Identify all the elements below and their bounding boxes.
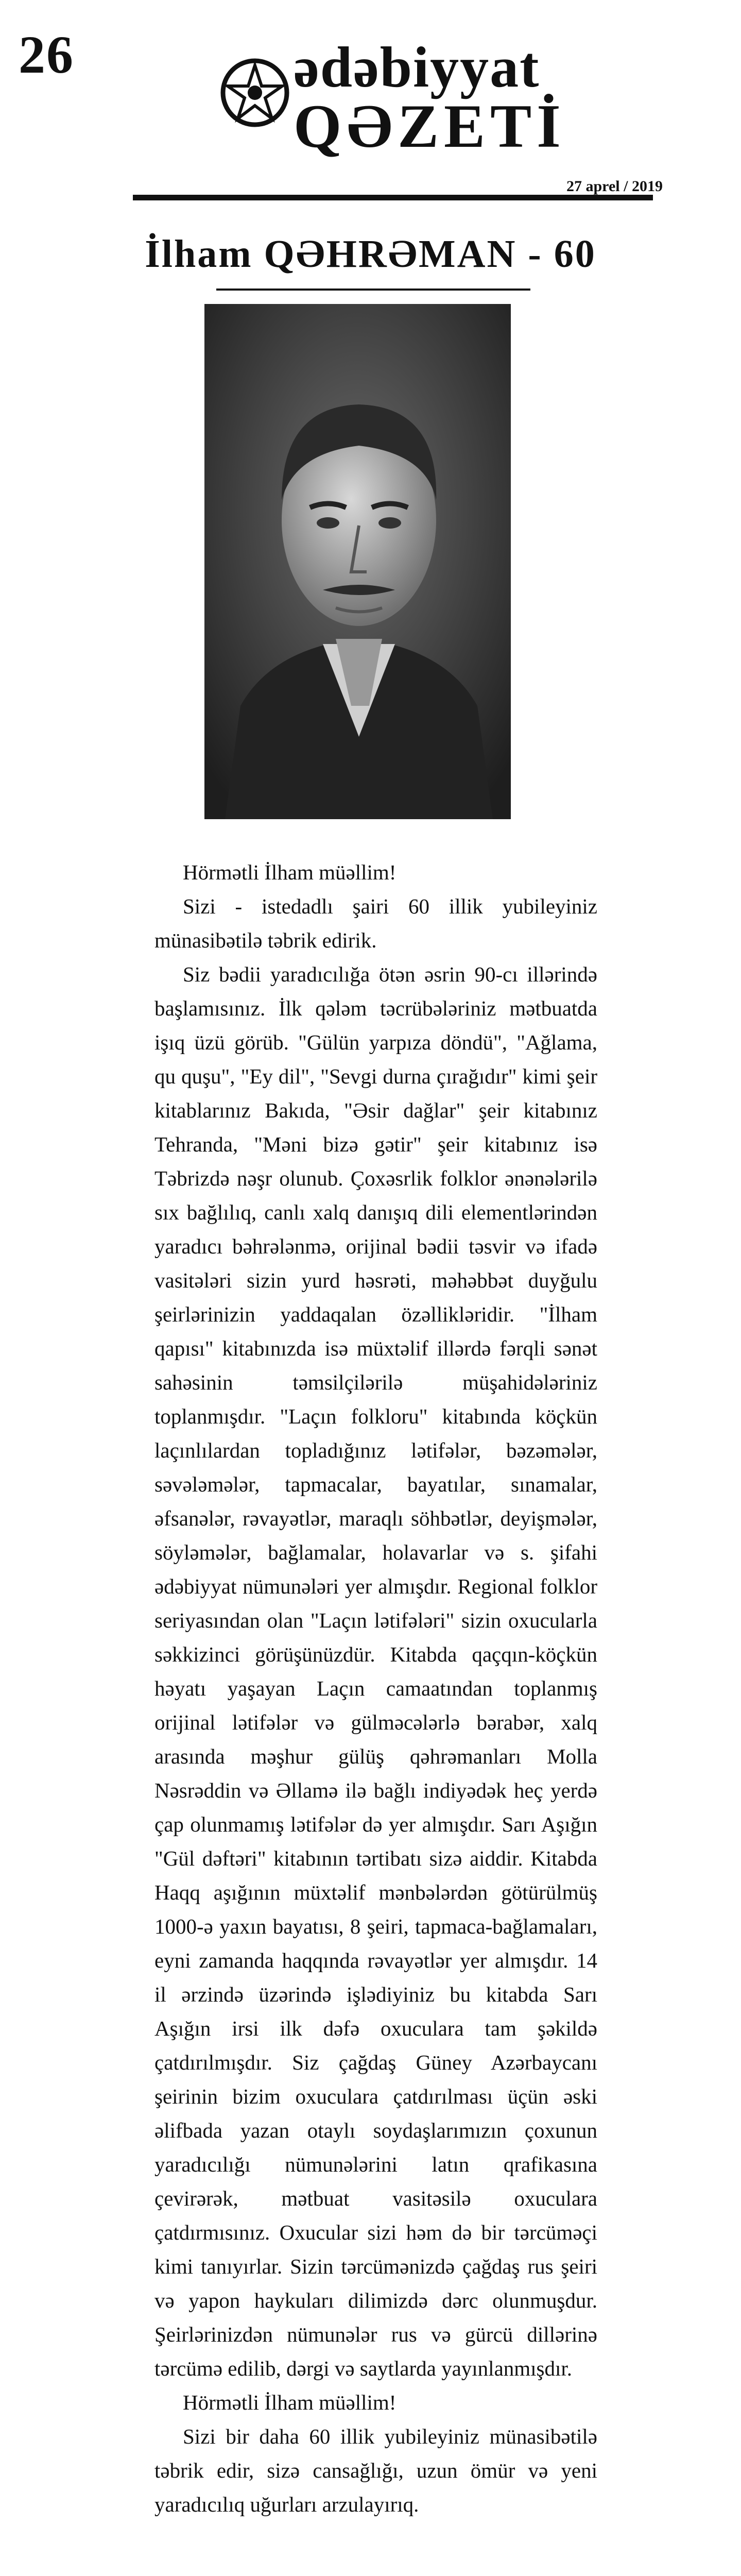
masthead-line2: QƏZETİ (294, 92, 566, 160)
article-paragraph-congratulation: Sizi - istedadlı şairi 60 illik yubileyiniz münasibətilə təbrik edirik. (154, 894, 597, 952)
portrait-photo (204, 304, 511, 819)
ornament-emblem-icon (216, 54, 294, 131)
headline: İlham QƏHRƏMAN - 60 (145, 232, 596, 276)
headline-rule (216, 289, 530, 291)
issue-date: 27 aprel / 2019 (566, 178, 663, 195)
header-rule (133, 195, 653, 200)
article-body (154, 855, 597, 2521)
page-number: 26 (19, 25, 74, 84)
newspaper-masthead (216, 36, 597, 162)
masthead-line1: ədəbiyyat (294, 36, 540, 99)
article-paragraph-main: Siz bədii yaradıcılığa ötən əsrin 90-cı illərində başlamısınız. İlk qələm təcrübələriniz mətbuatda işıq üzü görüb. "Gülün yarpıza döndü", "Ağlama, qu quşu", "Ey dil", "Sevgi durna çırağıdır" kimi şeir kitablarınız Bakıda, "Əsir dağlar" şeir kitabınız Tehranda, "Məni bizə gətir" şeir kitabınız isə Təbrizdə nəşr olunub. Çoxəsrlik folklor ənənələrilə sıx bağlılıq, canlı xalq danışıq dili elementlərindən yaradıcı bəhrələnmə, orijinal bədii təsvir və ifadə vasitələri sizin yurd həsrəti, məhəbbət duyğulu şeirlərinizin yaddaqalan özəllikləridir. "İlham qapısı" kitabınızda isə müxtəlif illərdə fərqli sənət sahəsinin təmsilçilərilə müşahidələriniz toplanmışdır. "Laçın folkloru" kitabında köçkün laçınlılardan topladığınız lətifələr, bəzəmələr, səvələmələr, tapmacalar, bayatılar, sınamalar, əfsanələr, rəvayətlər, maraqlı söhbətlər, deyişmələr, söyləmələr, bağlamalar, holavarlar və s. şifahi ədəbiyyat nümunələri yer almışdır. Regional folklor seriyasından olan "Laçın lətifələri" sizin oxucularla səkkizinci görüşünüzdür. Kitabda qaçqın-köçkün həyatı yaşayan Laçın camaatından toplanmış orijinal lətifələr və gülməcələrlə bərabər, xalq arasında məşhur gülüş qəhrəmanları Molla Nəsrəddin və Əllamə ilə bağlı indiyədək heç yerdə çap olunmamış lətifələr də yer almışdır. Sarı Aşığın "Gül dəftəri" kitabının tərtibatı sizə aiddir. Kitabda Haqq aşığının müxtəlif mənbələrdən götürülmüş 1000-ə yaxın bayatısı, 8 şeiri, tapmaca-bağlamaları, eyni zamanda haqqında rəvayətlər yer almışdır. 14 il ərzində üzərində işlədiyiniz bu kitabda Sarı Aşığın irsi ilk dəfə oxuculara tam şəkildə çatdırılmışdır. Siz çağdaş Güney Azərbaycanı şeirinin bizim oxuculara çatdırılması üçün əski əlifbada yazan otaylı soydaşlarımızın çoxunun yaradıcılığı nümunələrini latın qrafikasına çevirərək, mətbuat vasitəsilə oxuculara çatdırmısınız. Oxucular sizi həm də bir tərcüməçi kimi tanıyırlar. Sizin tərcümənizdə çağdaş rus şeiri və yapon haykuları dilimizdə dərc olunmuşdur. Şeirlərinizdən nümunələr rus və gürcü dillərinə tərcümə edilib, dərgi və saytlarda yayınlanmışdır. (154, 962, 597, 2380)
article-paragraph-greeting: Hörmətli İlham müəllim! (183, 860, 397, 884)
article-paragraph-closing: Sizi bir daha 60 illik yubileyiniz münasibətilə təbrik edir, sizə cansağlığı, uzun ömür və yeni yaradıcılıq uğurları arzulayırıq. (154, 2425, 597, 2516)
article-paragraph-greeting-repeat: Hörmətli İlham müəllim! (183, 2391, 397, 2414)
